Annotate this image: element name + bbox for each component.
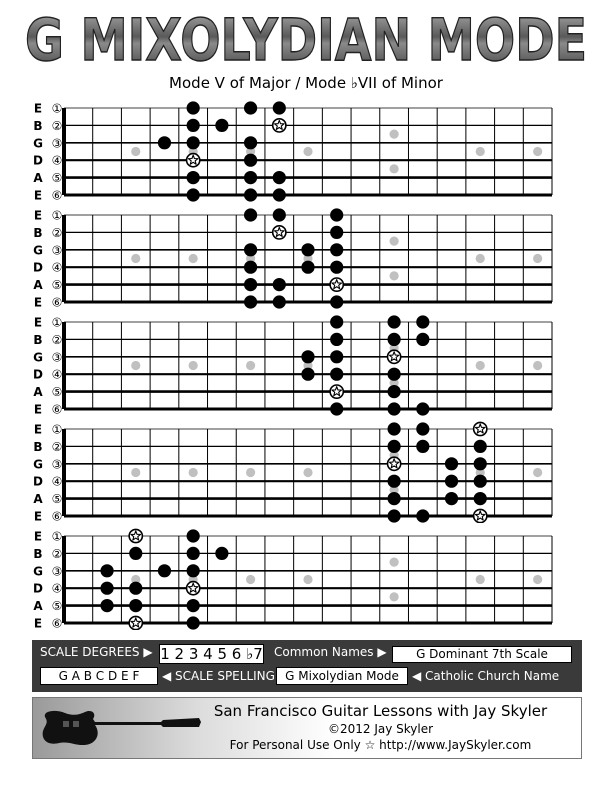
note-dot <box>330 315 343 328</box>
note-dot <box>388 422 401 435</box>
inlay-dot <box>533 468 542 477</box>
inlay-dot <box>533 147 542 156</box>
fretboard-diagram-2 <box>0 207 612 309</box>
note-dot <box>474 475 487 488</box>
string-name-label: B <box>33 546 43 561</box>
string-name-label: B <box>33 332 43 347</box>
note-dot <box>244 261 257 274</box>
string-name-label: E <box>33 315 43 330</box>
string-number-label: ③ <box>51 564 63 579</box>
string-number-label: ① <box>51 422 63 437</box>
note-dot <box>445 475 458 488</box>
inlay-dot <box>476 147 485 156</box>
string-number-label: ⑤ <box>51 385 63 400</box>
inlay-dot <box>303 575 312 584</box>
string-number-label: ⑤ <box>51 278 63 293</box>
note-dot <box>100 564 113 577</box>
note-dot <box>100 582 113 595</box>
string-name-label: B <box>33 225 43 240</box>
fretboard-diagram-4 <box>0 421 612 523</box>
note-dot <box>330 261 343 274</box>
string-number-label: ⑤ <box>51 599 63 614</box>
note-dot <box>187 136 200 149</box>
string-number-label: ④ <box>51 260 63 275</box>
string-name-label: A <box>33 599 43 614</box>
note-dot <box>187 564 200 577</box>
string-number-label: ① <box>51 315 63 330</box>
note-dot <box>474 440 487 453</box>
note-dot <box>301 350 314 363</box>
fretboard-diagram-1 <box>0 100 612 202</box>
note-dot <box>416 315 429 328</box>
guitar-icon <box>39 703 204 753</box>
note-dot <box>129 547 142 560</box>
note-dot <box>388 333 401 346</box>
string-number-label: ① <box>51 529 63 544</box>
note-dot <box>330 243 343 256</box>
inlay-dot <box>189 468 198 477</box>
string-name-label: B <box>33 439 43 454</box>
note-dot <box>244 136 257 149</box>
inlay-dot <box>131 468 140 477</box>
inlay-dot <box>246 468 255 477</box>
string-name-label: E <box>33 101 43 116</box>
string-number-label: ④ <box>51 474 63 489</box>
string-number-label: ② <box>51 118 63 133</box>
note-dot <box>129 599 142 612</box>
string-name-label: B <box>33 118 43 133</box>
note-dot <box>244 101 257 114</box>
string-number-label: ① <box>51 208 63 223</box>
note-dot <box>187 547 200 560</box>
string-number-label: ④ <box>51 581 63 596</box>
inlay-dot <box>189 361 198 370</box>
inlay-dot <box>476 575 485 584</box>
inlay-dot <box>476 361 485 370</box>
note-dot <box>244 295 257 308</box>
note-dot <box>244 171 257 184</box>
note-dot <box>187 529 200 542</box>
string-name-label: E <box>33 529 43 544</box>
note-dot <box>388 315 401 328</box>
common-names-label: Common Names ▶ <box>274 645 387 659</box>
note-dot <box>273 295 286 308</box>
string-name-label: D <box>33 260 43 275</box>
church-name-box: G Mixolydian Mode <box>276 667 408 685</box>
string-number-label: ⑥ <box>51 188 63 202</box>
scale-degrees-box: 1 2 3 4 5 6 ♭7 <box>160 645 263 663</box>
page-title <box>0 0 612 72</box>
string-name-label: G <box>33 350 43 365</box>
string-number-label: ② <box>51 546 63 561</box>
note-dot <box>273 208 286 221</box>
inlay-dot <box>303 468 312 477</box>
note-dot <box>301 368 314 381</box>
string-name-label: G <box>33 136 43 151</box>
note-dot <box>416 440 429 453</box>
note-dot <box>445 457 458 470</box>
inlay-dot <box>189 254 198 263</box>
note-dot <box>474 492 487 505</box>
note-dot <box>416 509 429 522</box>
string-number-label: ③ <box>51 136 63 151</box>
string-name-label: E <box>33 509 43 523</box>
inlay-dot <box>476 254 485 263</box>
inlay-dot <box>390 558 399 567</box>
note-dot <box>129 582 142 595</box>
inlay-dot <box>390 271 399 280</box>
note-dot <box>215 547 228 560</box>
string-name-label: D <box>33 367 43 382</box>
string-name-label: G <box>33 243 43 258</box>
inlay-dot <box>533 361 542 370</box>
inlay-dot <box>246 361 255 370</box>
note-dot <box>244 278 257 291</box>
note-dot <box>158 564 171 577</box>
note-dot <box>187 101 200 114</box>
fretboard-diagram-5 <box>0 528 612 630</box>
note-dot <box>388 368 401 381</box>
inlay-dot <box>131 361 140 370</box>
note-dot <box>330 226 343 239</box>
string-name-label: E <box>33 422 43 437</box>
note-dot <box>445 492 458 505</box>
note-dot <box>100 599 113 612</box>
string-number-label: ⑥ <box>51 509 63 523</box>
string-name-label: D <box>33 581 43 596</box>
footer-line-2: ©2012 Jay Skyler <box>327 722 434 736</box>
note-dot <box>301 261 314 274</box>
scale-degrees-label: SCALE DEGREES ▶ <box>40 645 153 659</box>
note-dot <box>474 457 487 470</box>
string-name-label: A <box>33 492 43 507</box>
string-name-label: A <box>33 171 43 186</box>
title-text: G MIXOLYDIAN MODE <box>25 6 587 72</box>
note-dot <box>388 475 401 488</box>
string-number-label: ④ <box>51 153 63 168</box>
inlay-dot <box>390 592 399 601</box>
scale-spelling-label: ◀ SCALE SPELLING <box>162 669 275 683</box>
note-dot <box>330 208 343 221</box>
note-dot <box>158 136 171 149</box>
common-name-box: G Dominant 7th Scale <box>392 646 572 663</box>
string-number-label: ② <box>51 225 63 240</box>
scale-info-bar <box>32 640 582 692</box>
inlay-dot <box>533 254 542 263</box>
note-dot <box>388 509 401 522</box>
string-name-label: E <box>33 188 43 202</box>
inlay-dot <box>131 254 140 263</box>
note-dot <box>330 295 343 308</box>
string-number-label: ② <box>51 332 63 347</box>
string-number-label: ③ <box>51 243 63 258</box>
note-dot <box>416 333 429 346</box>
string-number-label: ⑤ <box>51 171 63 186</box>
string-number-label: ① <box>51 101 63 116</box>
inlay-dot <box>390 237 399 246</box>
string-name-label: E <box>33 295 43 309</box>
string-name-label: A <box>33 278 43 293</box>
string-name-label: E <box>33 402 43 416</box>
string-name-label: A <box>33 385 43 400</box>
note-dot <box>273 101 286 114</box>
note-dot <box>388 385 401 398</box>
string-number-label: ⑤ <box>51 492 63 507</box>
note-dot <box>187 599 200 612</box>
note-dot <box>187 616 200 629</box>
note-dot <box>244 208 257 221</box>
scale-spelling-box: G A B C D E F <box>40 667 158 685</box>
string-number-label: ③ <box>51 457 63 472</box>
note-dot <box>273 171 286 184</box>
string-name-label: D <box>33 153 43 168</box>
note-dot <box>244 154 257 167</box>
note-dot <box>388 440 401 453</box>
footer-line-3: For Personal Use Only ☆ http://www.JaySkyler.com <box>229 738 532 752</box>
church-name-label: ◀ Catholic Church Name <box>412 669 560 683</box>
string-number-label: ⑥ <box>51 295 63 309</box>
string-name-label: G <box>33 457 43 472</box>
note-dot <box>330 350 343 363</box>
footer-banner <box>32 697 582 759</box>
footer-line-1: San Francisco Guitar Lessons with Jay Skyler <box>213 702 548 720</box>
string-name-label: D <box>33 474 43 489</box>
fretboard-diagram-3 <box>0 314 612 416</box>
note-dot <box>330 368 343 381</box>
string-number-label: ④ <box>51 367 63 382</box>
inlay-dot <box>390 130 399 139</box>
note-dot <box>187 119 200 132</box>
inlay-dot <box>303 147 312 156</box>
inlay-dot <box>131 147 140 156</box>
note-dot <box>187 188 200 201</box>
note-dot <box>330 333 343 346</box>
string-name-label: E <box>33 208 43 223</box>
inlay-dot <box>246 575 255 584</box>
note-dot <box>301 243 314 256</box>
note-dot <box>416 402 429 415</box>
string-number-label: ③ <box>51 350 63 365</box>
page-subtitle: Mode V of Major / Mode ♭VII of Minor <box>169 74 443 92</box>
string-number-label: ⑥ <box>51 402 63 416</box>
note-dot <box>388 402 401 415</box>
note-dot <box>244 188 257 201</box>
note-dot <box>244 243 257 256</box>
note-dot <box>187 171 200 184</box>
note-dot <box>416 422 429 435</box>
string-number-label: ② <box>51 439 63 454</box>
note-dot <box>215 119 228 132</box>
string-name-label: E <box>33 616 43 630</box>
inlay-dot <box>390 164 399 173</box>
note-dot <box>330 402 343 415</box>
note-dot <box>273 188 286 201</box>
inlay-dot <box>533 575 542 584</box>
string-number-label: ⑥ <box>51 616 63 630</box>
string-name-label: G <box>33 564 43 579</box>
note-dot <box>388 492 401 505</box>
note-dot <box>273 278 286 291</box>
